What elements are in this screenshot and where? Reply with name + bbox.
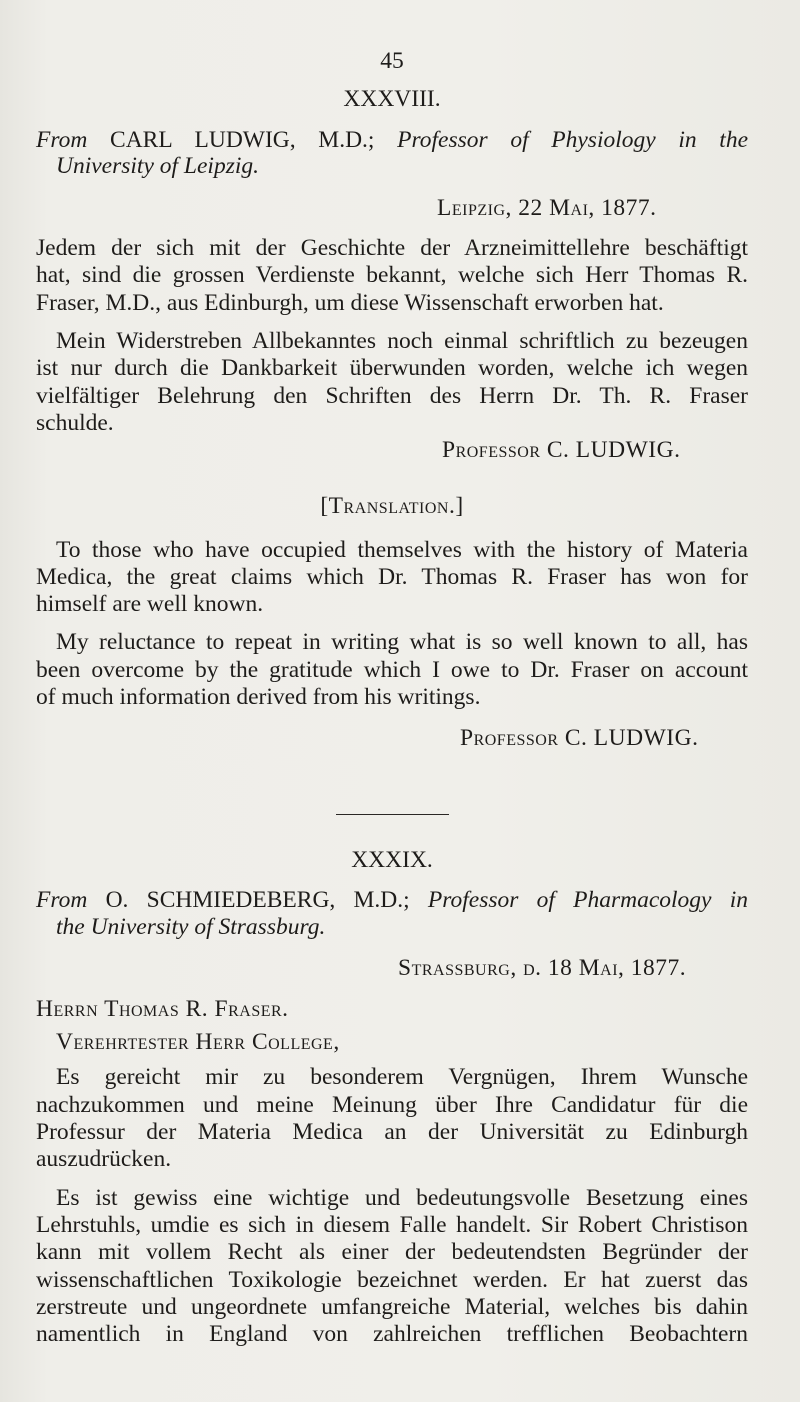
from-label: From	[36, 887, 88, 913]
section-number: XXXVIII.	[343, 86, 441, 112]
addressee: Herrn Thomas R. Fraser.	[36, 996, 289, 1022]
paragraph-line: zerstreute und ungeordnete umfangreiche Material, welches bis dahin	[36, 1294, 748, 1320]
paragraph-line: namentlich in England von zahlreichen trefflichen Beobachtern	[36, 1321, 748, 1347]
paragraph-line: schulde.	[36, 410, 114, 436]
section-number: XXXIX.	[351, 847, 433, 873]
paragraph-line: nachzukommen und meine Meinung über Ihre Candidatur für die	[36, 1092, 748, 1118]
letter-header-line	[36, 886, 748, 914]
author-name: CARL LUDWIG, M.D.;	[110, 127, 375, 153]
paragraph-line: vielfältiger Belehrung den Schriften des Herrn Dr. Th. R. Fraser	[36, 383, 748, 409]
author-title-continued: the University of Strassburg.	[56, 914, 326, 940]
section-divider	[336, 814, 449, 815]
paragraph-line: himself are well known.	[36, 591, 264, 617]
paragraph-line: Lehrstuhls, umdie es sich in diesem Falle handelt. Sir Robert Christison	[36, 1212, 748, 1238]
paragraph-line: Es ist gewiss eine wichtige und bedeutungsvolle Besetzung eines	[56, 1185, 748, 1211]
paragraph-line: Medica, the great claims which Dr. Thomas R. Fraser has won for	[36, 564, 748, 590]
paragraph-line: auszudrücken.	[36, 1146, 172, 1172]
paragraph-line: To those who have occupied themselves with the history of Materia	[56, 537, 748, 563]
letter-header-line	[36, 126, 748, 154]
author-name: O. SCHMIEDEBERG, M.D.;	[105, 887, 410, 913]
paragraph-line: of much information derived from his writings.	[36, 684, 481, 710]
author-title: Professor of Physiology in the	[397, 127, 749, 153]
from-label: From	[36, 127, 88, 153]
paragraph-line: hat, sind die grossen Verdienste bekannt, welche sich Herr Thomas R.	[36, 262, 748, 288]
signature: Professor C. LUDWIG.	[442, 437, 681, 463]
signature: Professor C. LUDWIG.	[460, 725, 699, 751]
paragraph-line: Mein Widerstreben Allbekanntes noch einmal schriftlich zu bezeugen	[56, 328, 748, 354]
translation-heading: [Translation.]	[320, 493, 464, 519]
paragraph-line: kann mit vollem Recht als einer der bedeutendsten Begründer der	[36, 1239, 748, 1265]
paragraph-line: wissenschaftlichen Toxikologie bezeichnet werden. Er hat zuerst das	[36, 1267, 748, 1293]
paragraph-line: been overcome by the gratitude which I owe to Dr. Fraser on account	[36, 657, 748, 683]
paragraph-line: Fraser, M.D., aus Edinburgh, um diese Wissenschaft erworben hat.	[36, 290, 664, 316]
paragraph-line: My reluctance to repeat in writing what is so well known to all, has	[56, 629, 748, 655]
paragraph-line: Es gereicht mir zu besonderem Vergnügen, Ihrem Wunsche	[56, 1064, 748, 1090]
salutation: Verehrtester Herr College,	[56, 1029, 340, 1055]
paragraph-line: ist nur durch die Dankbarkeit überwunden worden, welche ich wegen	[36, 355, 748, 381]
paragraph-line: Jedem der sich mit der Geschichte der Arzneimittellehre beschäftigt	[36, 235, 748, 261]
place-date: Leipzig, 22 Mai, 1877.	[437, 195, 657, 221]
author-title-continued: University of Leipzig.	[56, 153, 259, 179]
paragraph-line: Professur der Materia Medica an der Universität zu Edinburgh	[36, 1119, 748, 1145]
page-number: 45	[380, 48, 404, 74]
author-title: Professor of Pharmacology in	[427, 887, 748, 913]
place-date: Strassburg, d. 18 Mai, 1877.	[398, 955, 687, 981]
